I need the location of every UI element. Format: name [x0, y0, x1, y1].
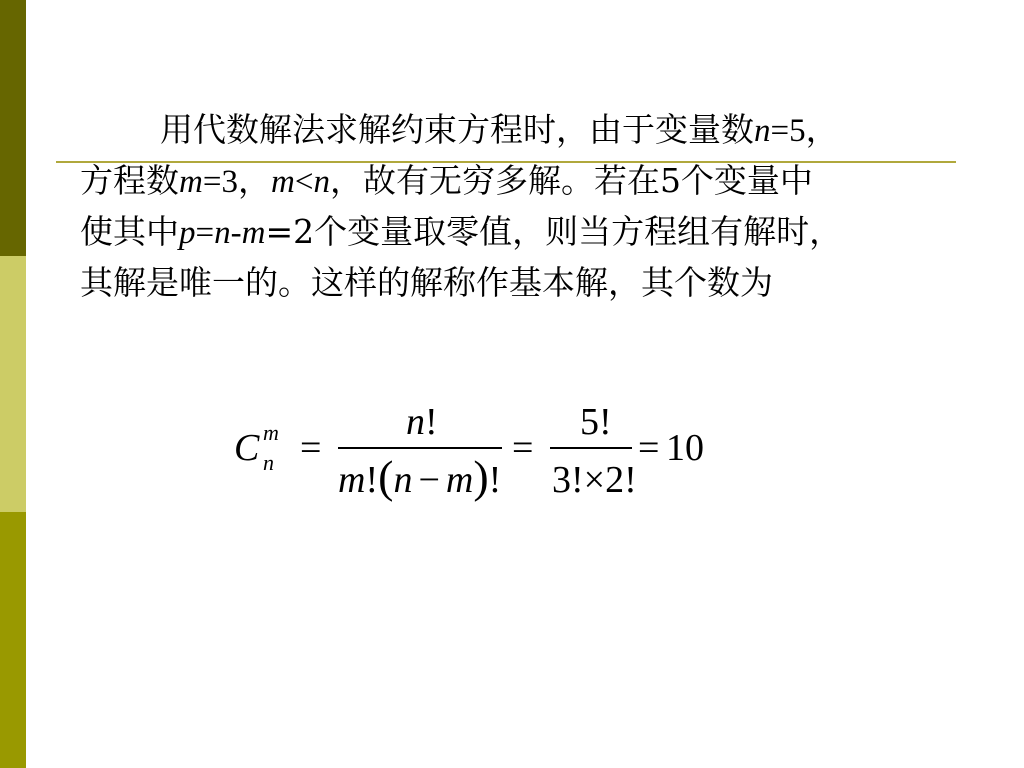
left-paren: ( [378, 451, 394, 502]
fraction2-numerator: 5! [580, 401, 612, 443]
denominator-m: m [338, 459, 366, 501]
numerator-n: n [406, 401, 425, 443]
variable-n: n [754, 113, 771, 149]
combination-symbol: C [234, 427, 260, 469]
subscript-n: n [263, 450, 274, 475]
text-run: 使其中 [80, 212, 179, 251]
text-run: 用代数解法求解约束方程时，由于变量数 [160, 110, 754, 149]
result-value: 10 [666, 427, 704, 469]
side-bar-segment-middle [0, 256, 26, 512]
paragraph-line-1 [80, 104, 980, 155]
variable-n: n [214, 215, 231, 251]
variable-m: m [241, 215, 266, 251]
less-than-sign: < [294, 164, 314, 200]
three-factorial: 3! [552, 459, 584, 501]
minus-sign: − [418, 459, 440, 501]
side-bar-segment-top [0, 0, 26, 256]
variable-m: m [270, 164, 295, 200]
equals-sign-1: = [300, 427, 322, 469]
text-run: =3， [202, 164, 271, 200]
denominator-n: n [393, 459, 413, 501]
text-run: =5， [770, 113, 839, 149]
fraction1-numerator [406, 401, 438, 443]
equals-sign-2: = [512, 427, 534, 469]
text-run: =2个变量取零值，则当方程组有解时， [265, 212, 843, 251]
text-run: ，故有无穷多解。若在5个变量中 [329, 161, 813, 200]
variable-p: p [179, 215, 196, 251]
superscript-m: m [263, 420, 279, 445]
combination-formula [234, 392, 734, 502]
variable-n: n [313, 164, 330, 200]
factorial-mark: ! [425, 401, 438, 443]
fraction1-denominator [338, 451, 501, 502]
text-run: 方程数 [80, 161, 179, 200]
factorial-mark: ! [488, 459, 502, 501]
side-bar-segment-bottom [0, 512, 26, 768]
right-paren: ) [473, 451, 489, 502]
body-paragraph [80, 104, 980, 308]
factorial-mark: ! [365, 459, 379, 501]
fraction2-denominator [552, 459, 637, 501]
variable-m: m [179, 164, 203, 200]
equals-sign: = [195, 215, 215, 251]
equals-sign-3: = [638, 427, 660, 469]
paragraph-line-3 [80, 206, 980, 257]
paragraph-line-2 [80, 155, 980, 206]
times-sign: × [583, 459, 606, 501]
two-factorial: 2! [605, 459, 637, 501]
denominator-m2: m [445, 459, 474, 501]
paragraph-line-4: 其解是唯一的。这样的解称作基本解，其个数为 [80, 263, 773, 302]
minus-sign: - [230, 215, 242, 251]
